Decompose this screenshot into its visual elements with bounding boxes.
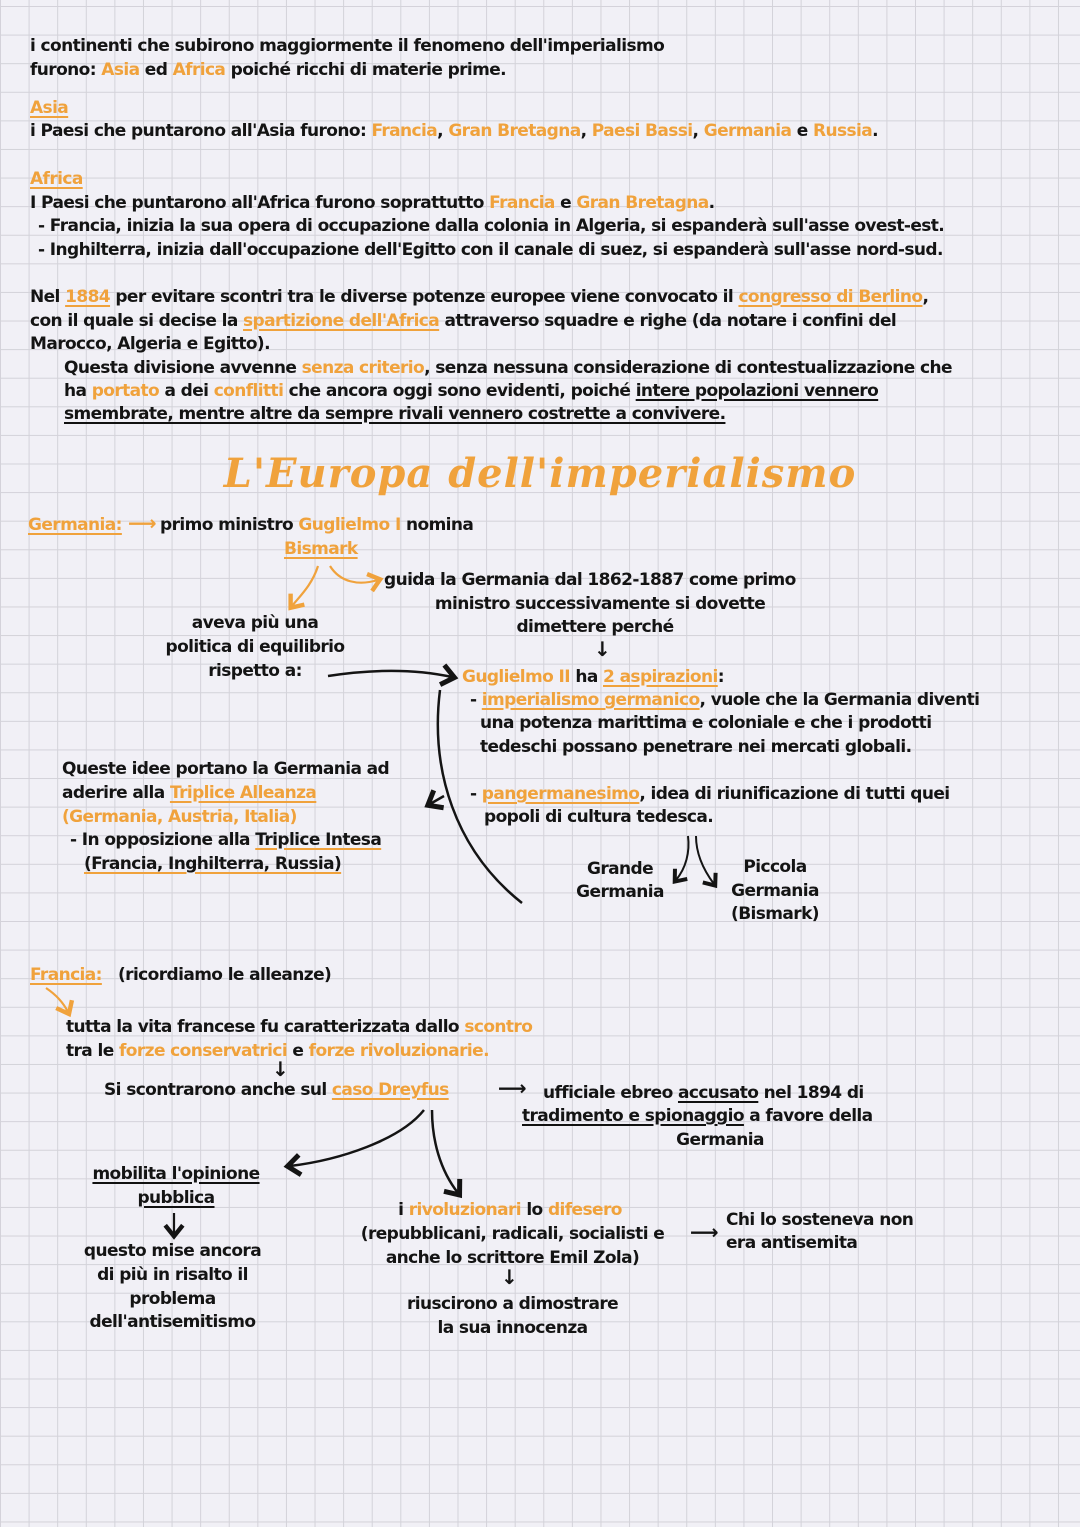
country: Francia xyxy=(489,193,555,213)
text: a dei xyxy=(159,381,214,401)
highlight: forze rivoluzionarie. xyxy=(308,1041,489,1061)
aspirations: 2 aspirazioni xyxy=(603,667,718,687)
arrow-bismark-left xyxy=(292,566,318,606)
arrow-to-alliance xyxy=(430,796,444,804)
supporters-line-2: era antisemita xyxy=(726,1233,858,1253)
mobilita-line-1: mobilita l'opinione xyxy=(92,1164,260,1184)
bismark-label: Bismark xyxy=(284,539,358,559)
bismark-desc-1: guida la Germania dal 1862-1887 come primo xyxy=(384,570,796,590)
highlight: rivoluzionari xyxy=(408,1200,522,1220)
text: , vuole che la Germania diventi xyxy=(699,690,980,710)
piccola-germania-2: Germania xyxy=(731,881,819,901)
country: Germania xyxy=(703,121,792,141)
innocence-line-2: la sua innocenza xyxy=(437,1318,588,1338)
imperialismo-line-2: una potenza marittima e coloniale e che i prodotti xyxy=(480,713,932,733)
arrow-down-icon: ↓ xyxy=(594,637,611,661)
country: Gran Bretagna xyxy=(448,121,581,141)
text: furono: xyxy=(30,60,102,80)
arrow-right-icon: ⟶ xyxy=(690,1220,719,1244)
text: poiché ricchi di materie prime. xyxy=(225,60,507,80)
highlight: scontro xyxy=(464,1017,533,1037)
berlin-line-3: Marocco, Algeria e Egitto). xyxy=(30,334,270,354)
arrow-down-icon: ↓ xyxy=(272,1057,289,1081)
antisemitism-line-4: dell'antisemitismo xyxy=(89,1312,256,1332)
highlight: difesero xyxy=(547,1200,622,1220)
berlin-line-1 xyxy=(30,286,928,310)
antisemitism-line-3: problema xyxy=(129,1289,216,1309)
country: Paesi Bassi xyxy=(591,121,693,141)
alliance-line-1: Queste idee portano la Germania ad xyxy=(62,759,390,779)
asia-text xyxy=(30,120,878,144)
pangermanesimo-line-2: popoli di cultura tedesca. xyxy=(484,807,714,827)
revolutionaries-line-3: anche lo scrittore Emil Zola) xyxy=(385,1248,640,1268)
highlight-africa: Africa xyxy=(172,60,226,80)
text: Nel xyxy=(30,287,66,307)
bullet: - xyxy=(470,784,482,804)
underlined-text: intere popolazioni vennero xyxy=(635,381,879,401)
alliance-line-5: (Francia, Inghilterra, Russia) xyxy=(84,854,342,874)
piccola-germania-3: (Bismark) xyxy=(731,904,819,924)
africa-bullet-inghilterra: - Inghilterra, inizia dall'occupazione dell'Egitto con il canale di suez, si espanderà sull'asse nord-sud. xyxy=(38,240,943,260)
congress-berlin: congresso di Berlino xyxy=(738,287,923,307)
arrow-francia xyxy=(46,988,68,1012)
highlight: portato xyxy=(91,381,160,401)
arrow-dreyfus-left xyxy=(290,1110,424,1166)
innocence-line-1: riuscirono a dimostrare xyxy=(406,1294,619,1314)
sep: , xyxy=(437,121,449,141)
sep: e xyxy=(554,193,577,213)
text: : xyxy=(717,667,724,687)
text: , senza nessuna considerazione di contestualizzazione che xyxy=(424,358,952,378)
arrow-down-icon: ↓ xyxy=(501,1265,518,1289)
revolutionaries-line-2: (repubblicani, radicali, socialisti e xyxy=(360,1224,665,1244)
francia-note: (ricordiamo le alleanze) xyxy=(118,965,332,985)
revolutionaries-line-1 xyxy=(340,1199,680,1223)
text: attraverso squadre e righe (da notare i confini del xyxy=(439,311,897,331)
bismark-desc-2: ministro successivamente si dovette xyxy=(434,594,766,614)
imperialismo-germanico: imperialismo germanico xyxy=(481,690,700,710)
country: Russia xyxy=(812,121,873,141)
text: , idea di riunificazione di tutti quei xyxy=(639,784,950,804)
section-title: L'Europa dell'imperialismo xyxy=(223,450,857,497)
germania-label: Germania: xyxy=(28,515,122,535)
highlight: forze conservatrici xyxy=(118,1041,288,1061)
partition-africa: spartizione dell'Africa xyxy=(243,311,440,331)
berlin-line-6: smembrate, mentre altre da sempre rivali vennero costrette a convivere. xyxy=(64,404,726,424)
imperialismo-line-1 xyxy=(470,689,979,713)
bismark-desc-3: dimettere perché xyxy=(516,617,674,637)
highlight: senza criterio xyxy=(301,358,425,378)
berlin-line-5 xyxy=(64,380,878,404)
sep: , xyxy=(692,121,704,141)
africa-text xyxy=(30,192,715,216)
dreyfus-desc-3: Germania xyxy=(676,1130,764,1150)
sep: . xyxy=(708,193,715,213)
triplice-intesa: Triplice Intesa xyxy=(255,830,382,850)
intro-line-1: i continenti che subirono maggiormente il fenomeno dell'imperialismo xyxy=(30,36,665,56)
text: nomina xyxy=(400,515,474,535)
antisemitism-line-2: di più in risalto il xyxy=(97,1265,248,1285)
guglielmo-i: Guglielmo I xyxy=(298,515,401,535)
underlined-text: tradimento e spionaggio xyxy=(522,1106,744,1126)
bullet: - xyxy=(470,690,482,710)
piccola-germania-1: Piccola xyxy=(743,857,807,877)
pangermanesimo-line-1 xyxy=(470,783,950,807)
grande-germania-1: Grande xyxy=(586,859,653,879)
guglielmo-ii-line xyxy=(462,666,724,690)
text: ufficiale ebreo xyxy=(543,1083,678,1103)
dreyfus-line xyxy=(104,1079,449,1103)
policy-line-2: politica di equilibrio xyxy=(165,637,345,657)
text: I Paesi che puntarono all'Africa furono soprattutto xyxy=(30,193,490,213)
text: lo xyxy=(521,1200,548,1220)
africa-heading: Africa xyxy=(30,169,83,189)
text: per evitare scontri tra le diverse potenze europee viene convocato il xyxy=(110,287,739,307)
antisemitism-line-1: questo mise ancora xyxy=(83,1241,262,1261)
text: aderire alla xyxy=(62,783,170,803)
text: che ancora oggi sono evidenti, poiché xyxy=(283,381,636,401)
text: - In opposizione alla xyxy=(70,830,256,850)
intro-line-2 xyxy=(30,59,506,83)
text: , xyxy=(922,287,929,307)
text: a favore della xyxy=(743,1106,873,1126)
text: ed xyxy=(139,60,173,80)
text: tra le xyxy=(66,1041,119,1061)
sep: . xyxy=(872,121,878,141)
imperialismo-line-3: tedeschi possano penetrare nei mercati globali. xyxy=(480,737,912,757)
germania-line-1 xyxy=(160,514,473,538)
text: e xyxy=(287,1041,309,1061)
triplice-alleanza: Triplice Alleanza xyxy=(169,783,317,803)
text: ha xyxy=(64,381,92,401)
grande-germania-2: Germania xyxy=(576,882,664,902)
berlin-line-2 xyxy=(30,310,896,334)
mobilita-line-2: pubblica xyxy=(137,1188,215,1208)
country: Gran Bretagna xyxy=(576,193,709,213)
sep: , xyxy=(580,121,592,141)
policy-line-1: aveva più una xyxy=(191,613,319,633)
asia-heading: Asia xyxy=(30,98,69,118)
text: Si scontrarono anche sul xyxy=(104,1080,332,1100)
alliance-line-3: (Germania, Austria, Italia) xyxy=(62,807,297,827)
country: Francia xyxy=(371,121,438,141)
arrow-piccola xyxy=(696,836,714,884)
text: tutta la vita francese fu caratterizzata dallo xyxy=(66,1017,465,1037)
underlined-text: accusato xyxy=(677,1083,759,1103)
arrow-dreyfus-right xyxy=(432,1110,458,1193)
text: con il quale si decise la xyxy=(30,311,244,331)
sep: e xyxy=(791,121,813,141)
francia-line-1 xyxy=(66,1016,532,1040)
francia-label: Francia: xyxy=(30,965,102,985)
arrow-bismark-right xyxy=(330,566,378,583)
berlin-line-4 xyxy=(64,357,952,381)
highlight-asia: Asia xyxy=(101,60,140,80)
text: primo ministro xyxy=(160,515,299,535)
guglielmo-ii: Guglielmo II xyxy=(462,667,570,687)
year: 1884 xyxy=(65,287,111,307)
arrow-right-icon: ⟶ xyxy=(128,511,157,535)
highlight: conflitti xyxy=(213,381,284,401)
dreyfus-desc-1 xyxy=(543,1082,864,1106)
arrow-right-icon: ⟶ xyxy=(498,1076,527,1100)
text: i xyxy=(398,1200,409,1220)
alliance-line-2 xyxy=(62,782,316,806)
pangermanesimo: pangermanesimo xyxy=(481,784,640,804)
supporters-line-1: Chi lo sosteneva non xyxy=(726,1210,914,1230)
africa-bullet-francia: - Francia, inizia la sua opera di occupazione dalla colonia in Algeria, si espanderà sull'asse ovest-est. xyxy=(38,216,945,236)
alliance-line-4 xyxy=(70,829,381,853)
caso-dreyfus: caso Dreyfus xyxy=(331,1080,449,1100)
text: Questa divisione avvenne xyxy=(64,358,302,378)
text: nel 1894 di xyxy=(758,1083,864,1103)
dreyfus-desc-2 xyxy=(522,1105,873,1129)
text: i Paesi che puntarono all'Asia furono: xyxy=(30,121,372,141)
policy-line-3: rispetto a: xyxy=(208,661,302,681)
text: ha xyxy=(570,667,604,687)
